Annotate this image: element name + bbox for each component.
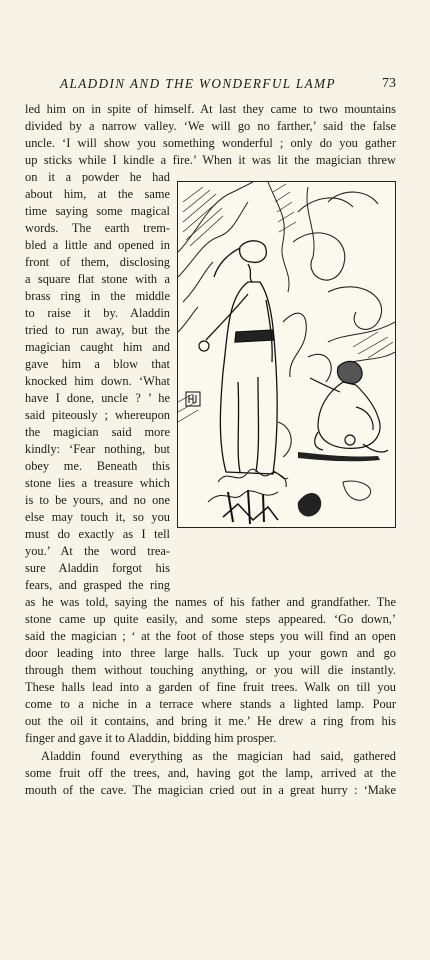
body-line: have I done, uncle ? ’ he [25, 391, 170, 405]
body-line: a square flat stone with a [25, 272, 170, 286]
page-number: 73 [382, 76, 396, 91]
body-line: on it a powder he had [25, 170, 170, 184]
body-line: about him, at the same [25, 187, 170, 201]
body-line: front of them, disclosing [25, 255, 170, 269]
body-line: bled a little and opened in [25, 238, 170, 252]
body-line: fears, and grasped the ring [25, 578, 170, 592]
ground-sketch [298, 452, 380, 517]
body-line: out the oil it contains, and bring it me.’ He drew a ring from his [25, 714, 396, 728]
running-head [60, 76, 396, 94]
body-line: up sticks while I kindle a fire.’ When it was lit the magician threw [25, 153, 396, 167]
body-line: knocked him down. ‘What [25, 374, 170, 388]
aladdin-figure [310, 361, 388, 452]
body-line: must do exactly as I tell [25, 527, 170, 541]
body-line: as he was told, saying the names of his father and grandfather. The [25, 595, 396, 609]
body-line: uncle. ‘I will show you something wonderful ; only do you gather [25, 136, 396, 150]
body-line: finger and gave it to Aladdin, bidding him prosper. [25, 731, 277, 745]
body-line: to raise it by. Aladdin [25, 306, 170, 320]
body-line: sure Aladdin forgot his [25, 561, 170, 575]
body-line: time saying some magical [25, 204, 170, 218]
body-line: stone lies a treasure which [25, 476, 170, 490]
body-line: door leading into three large halls. Tuck up your gown and go [25, 646, 396, 660]
body-line: led him on in spite of himself. At last they came to two mountains [25, 102, 396, 116]
body-line: some fruit off the trees, and, having got the lamp, arrived at the [25, 766, 396, 780]
body-line: said the magician ; ‘ at the foot of those steps you will find an open [25, 629, 396, 643]
chapter-title: ALADDIN AND THE WONDERFUL LAMP [60, 76, 336, 91]
body-line: words. The earth trem- [25, 221, 170, 235]
body-line: else may touch it, so you [25, 510, 170, 524]
body-line: brass ring in the middle [25, 289, 170, 303]
hand-sketch [199, 341, 209, 351]
magician-and-aladdin-illustration [177, 181, 396, 528]
magician-figure [206, 241, 277, 474]
mountain-sketch [178, 182, 395, 367]
body-line: is to be yours, and no one [25, 493, 170, 507]
body-line: mouth of the cave. The magician cried out in a great hurry : ‘Make [25, 783, 396, 797]
body-line: you.’ At the word trea- [25, 544, 170, 558]
body-line: gave him a blow that [25, 357, 170, 371]
body-line: the magician said more [25, 425, 170, 439]
body-line: through them without touching anything, or you will die instantly. [25, 663, 396, 677]
hatching [178, 184, 393, 422]
body-line: tried to run away, but the [25, 323, 170, 337]
body-line: obey me. Beneath this [25, 459, 170, 473]
body-line: said piteously ; whereupon [25, 408, 170, 422]
body-line: magician caught him and [25, 340, 170, 354]
body-line-indented: Aladdin found everything as the magician had said, gathered [41, 749, 396, 763]
body-line: stone came up quite easily, and some steps appeared. ‘Go down,’ [25, 612, 396, 626]
body-line: These halls lead into a garden of fine fruit trees. Walk on till you [25, 680, 396, 694]
fire-sketch [208, 469, 288, 524]
body-line: divided by a narrow valley. ‘We will go no farther,’ said the false [25, 119, 396, 133]
body-line: kindly: ‘Fear nothing, but [25, 442, 170, 456]
body-line: come to a niche in a terrace where stands a lighted lamp. Pour [25, 697, 396, 711]
